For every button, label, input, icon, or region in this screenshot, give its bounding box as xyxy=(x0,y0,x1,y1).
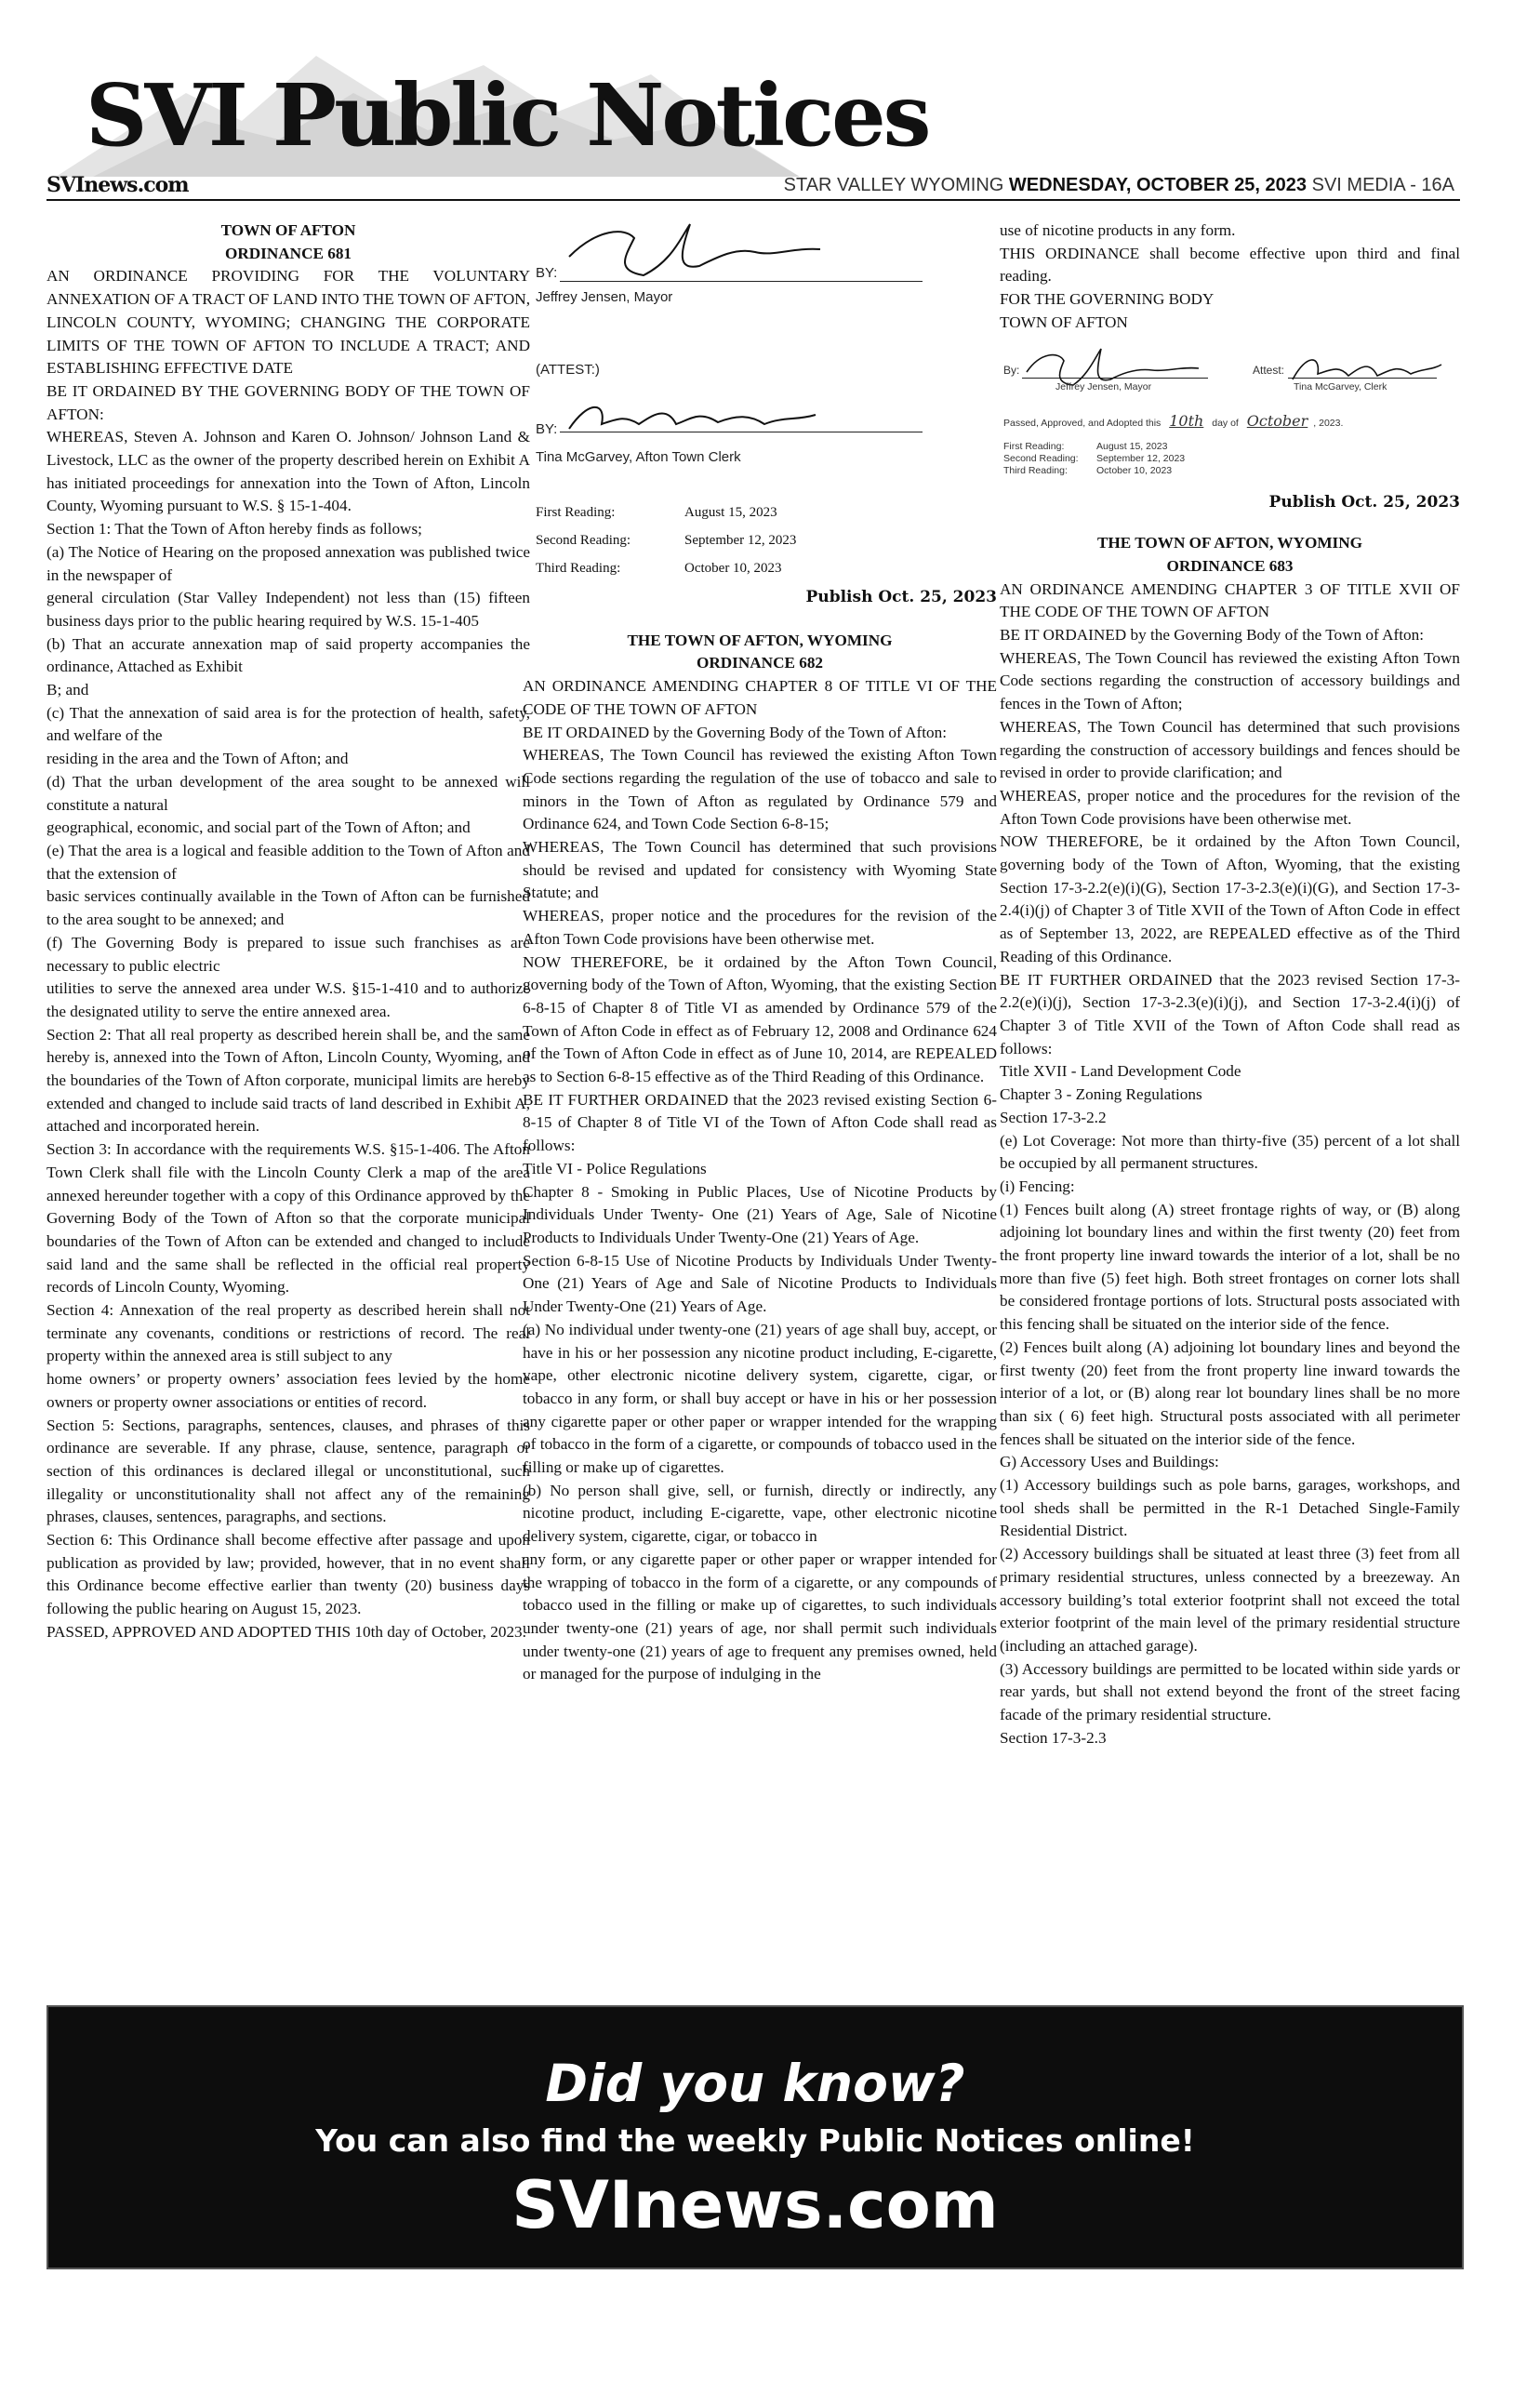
ord681-paragraph: utilities to serve the annexed area under W.S. §15-1-410 and to authorize the designated utility to serve the entire annexed area. xyxy=(46,979,530,1020)
ord682-paragraph: Title VI - Police Regulations xyxy=(523,1159,707,1177)
ord682-mayor-name: Jeffrey Jensen, Mayor xyxy=(1055,380,1152,392)
ord681-paragraph: AN ORDINANCE PROVIDING FOR THE VOLUNTARY ANNEXATION OF A TRACT OF LAND INTO THE TOWN OF AFTON, LINCOLN COUNTY, WYOMING; CHANGING THE CORPORATE LIMITS OF THE TOWN OF AFTON TO INCLUDE A TRACT; AND ESTABLISHING EFFECTIVE DATE xyxy=(46,267,530,378)
ord683-paragraph: (e) Lot Coverage: Not more than thirty-five (35) percent of a lot shall be occupied by all permanent structures. xyxy=(1000,1131,1460,1173)
ord682-paragraph: Section 6-8-15 Use of Nicotine Products by Individuals Under Twenty-One (21) Years of Age and Sale of Nicotine Products to Individuals Under Twenty-One (21) Years of Age. xyxy=(523,1251,997,1316)
column-1 xyxy=(46,219,530,1644)
ord682-readings xyxy=(1003,441,1185,477)
masthead-rule xyxy=(46,199,1460,201)
ord681-paragraph: Section 5: Sections, paragraphs, sentences, clauses, and phrases of this ordinance are severable. If any phrase, clause, sentence, paragraph or section of this ordinances is declared illegal or unconstitutional, such illegality or unconstitutionality shall not affect any of the remaining phrases, clauses, sentences, paragraphs, and sections. xyxy=(46,1416,530,1526)
ord681-paragraph: WHEREAS, Steven A. Johnson and Karen O. Johnson/ Johnson Land & Livestock, LLC as the owner of the property described herein on Exhibit A has initiated proceedings for annexation into the Town of Afton, Lincoln County, Wyoming pursuant to W.S. § 15-1-404. xyxy=(46,428,530,515)
ord682-continuation xyxy=(1000,219,1460,335)
ord682-heading-town: THE TOWN OF AFTON, WYOMING xyxy=(627,631,893,649)
reading-row: Third Reading: October 10, 2023 xyxy=(536,561,782,576)
ord682-paragraph: BE IT ORDAINED by the Governing Body of the Town of Afton: xyxy=(523,723,947,741)
ord681-paragraph: BE IT ORDAINED BY THE GOVERNING BODY OF THE TOWN OF AFTON: xyxy=(46,381,530,423)
reading-row: First Reading: August 15, 2023 xyxy=(536,505,777,520)
ord682-paragraph: any form, or any cigarette paper or other paper or wrapper intended for the wrapping of tobacco in the form of a cigarette, or any compounds of tobacco used in the filling or make up of cigarettes, to such individuals under twenty-one (21) years of age, nor shall permit such individuals under twenty-one (21) years of age to frequent any premises owned, held or managed for the purpose of indulging in the xyxy=(523,1550,997,1683)
ord681-paragraph: Section 6: This Ordinance shall become effective after passage and upon publication as provided by law; provided, however, that in no event shall this Ordinance become effective earlier than twenty (20) business days following the public hearing on August 15, 2023. xyxy=(46,1531,530,1618)
passed-day-handwritten: 10th xyxy=(1169,411,1204,430)
ord682-publish-date: Publish Oct. 25, 2023 xyxy=(1268,492,1460,512)
ord682-paragraph: WHEREAS, The Town Council has determined that such provisions should be revised and updated for consistency with Wyoming State Statute; and xyxy=(523,838,997,902)
banner-headline: Did you know? xyxy=(545,2054,965,2113)
clerk-signature-mark xyxy=(560,387,839,443)
ord683-paragraph: WHEREAS, The Town Council has determined that such provisions regarding the construction of accessory buildings and fences should be revised in order to provide clarification; and xyxy=(1000,717,1460,782)
ord682-signature-block xyxy=(1000,344,1460,484)
ord682-paragraph: AN ORDINANCE AMENDING CHAPTER 8 OF TITLE VI OF THE CODE OF THE TOWN OF AFTON xyxy=(523,677,997,718)
ord681-signature-block xyxy=(523,219,997,499)
column-2 xyxy=(523,219,997,1686)
ord683-paragraph: G) Accessory Uses and Buildings: xyxy=(1000,1453,1219,1471)
ord683-paragraph: WHEREAS, proper notice and the procedures for the revision of the Afton Town Code provisions have been otherwise met. xyxy=(1000,786,1460,828)
dateline-suffix: SVI MEDIA - 16A xyxy=(1311,175,1454,195)
ord681-heading-town: TOWN OF AFTON xyxy=(220,221,356,239)
ord682-by-label: By: xyxy=(1003,363,1020,377)
ord682-body xyxy=(523,675,997,1686)
masthead-site[interactable]: SVInews.com xyxy=(46,173,189,197)
ord683-paragraph: (3) Accessory buildings are permitted to be located within side yards or rear yards, but shall not extend beyond the front of the street facing facade of the primary residential structure. xyxy=(1000,1659,1460,1724)
ord681-body xyxy=(46,265,530,1643)
column-3 xyxy=(1000,219,1460,1749)
ord682-paragraph: (a) No individual under twenty-one (21) years of age shall buy, accept, or have in his or her possession any nicotine product including, E-cigarette, vape, other electronic nicotine delivery system, cigarette, cigar, or tobacco in any form, or shall buy accept or have in his or her possession any cigarette paper or other paper or wrapper intended for the wrapping of tobacco in the form of a cigarette, or compounds of tobacco used in the filling or make up of cigarettes. xyxy=(523,1320,997,1477)
ord683-heading-number: ORDINANCE 683 xyxy=(1166,556,1294,575)
ord681-paragraph: geographical, economic, and social part of the Town of Afton; and xyxy=(46,818,471,837)
ord681-paragraph: basic services continually available in the Town of Afton can be furnished to the area sought to be annexed; and xyxy=(46,887,530,929)
mayor-signature-mark xyxy=(560,219,876,285)
ord681-clerk-name: Tina McGarvey, Afton Town Clerk xyxy=(536,449,741,465)
masthead xyxy=(0,0,1540,200)
ord682-paragraph: WHEREAS, proper notice and the procedures for the revision of the Afton Town Code provisions have been otherwise met. xyxy=(523,907,997,948)
ord681-paragraph: (a) The Notice of Hearing on the proposed annexation was published twice in the newspaper of xyxy=(46,542,530,584)
ord681-paragraph: Section 4: Annexation of the real property as described herein shall not terminate any covenants, conditions or restrictions of record. The real property within the annexed area is still subject to any xyxy=(46,1301,530,1365)
reading-row: Third Reading: October 10, 2023 xyxy=(1003,464,1173,476)
ord683-paragraph: (i) Fencing: xyxy=(1000,1177,1075,1195)
ord683-body xyxy=(1000,579,1460,1750)
ord681-readings xyxy=(523,499,997,582)
ord681-paragraph: (b) That an accurate annexation map of said property accompanies the ordinance, Attached as Exhibit xyxy=(46,634,530,676)
ord681-paragraph: (e) That the area is a logical and feasible addition to the Town of Afton and that the extension of xyxy=(46,841,530,883)
ord681-attest-label: (ATTEST:) xyxy=(536,362,600,378)
ord683-paragraph: Section 17-3-2.2 xyxy=(1000,1108,1107,1126)
ord681-paragraph: Section 3: In accordance with the requirements W.S. §15-1-406. The Afton Town Clerk shall file with the Lincoln County Clerk a map of the area annexed hereunder together with a copy of this Ordinance approved by the Governing Body of the Town of Afton so that the corporate municipal boundaries of the Town of Afton can be extended and changed to include said land and the same shall be reflected in the official real property records of Lincoln County, Wyoming. xyxy=(46,1140,530,1297)
ord682-paragraph: Chapter 8 - Smoking in Public Places, Use of Nicotine Products by Individuals Under Twenty- One (21) Years of Age, Sale of Nicotine Products to Individuals Under Twenty-One (21) Years of Age. xyxy=(523,1182,997,1246)
ord683-paragraph: BE IT FURTHER ORDAINED that the 2023 revised Section 17-3-2.2(e)(i)(j), Section 17-3-2.3(e)(i)(j), and Section 17-3-2.4(i)(j) of Chapter 3 of Title XVII of the Town of Afton Code shall read as follows: xyxy=(1000,970,1460,1057)
ord683-paragraph: Title XVII - Land Development Code xyxy=(1000,1062,1241,1081)
ord681-paragraph: (c) That the annexation of said area is for the protection of health, safety, and welfare of the xyxy=(46,703,530,745)
dateline-date: WEDNESDAY, OCTOBER 25, 2023 xyxy=(1008,175,1308,195)
ord681-paragraph: (f) The Governing Body is prepared to issue such franchises as are necessary to public electric xyxy=(46,933,530,975)
ord682-clerk-name: Tina McGarvey, Clerk xyxy=(1294,380,1387,392)
ord682-attest-label: Attest: xyxy=(1253,363,1285,377)
ord682-paragraph: NOW THEREFORE, be it ordained by the Afton Town Council, governing body of the Town of Afton, Wyoming, that the existing Section 6-8-15 of Chapter 8 of Title VI as amended by Ordinance 579 of the Town of Afton Code in effect as of February 12, 2008 and Ordinance 624 of the Town of Afton Code in effect as of June 10, 2014, are REPEALED as to Section 6-8-15 effective as of the Third Reading of this Ordinance. xyxy=(523,952,997,1086)
ord683-paragraph: AN ORDINANCE AMENDING CHAPTER 3 OF TITLE XVII OF THE CODE OF THE TOWN OF AFTON xyxy=(1000,579,1460,621)
ord681-paragraph: B; and xyxy=(46,681,89,699)
ord681-publish-date: Publish Oct. 25, 2023 xyxy=(805,588,997,606)
ord681-paragraph: residing in the area and the Town of Afton; and xyxy=(46,750,349,768)
banner-website-link[interactable]: SVInews.com xyxy=(511,2167,999,2243)
ord683-paragraph: NOW THEREFORE, be it ordained by the Afton Town Council, governing body of the Town of Afton, Wyoming, that the existing Section 17-3-2.2(e)(i)(G), Section 17-3-2.3(e)(i)(G), and Section 17-3-2.4(i)(j) of Chapter 3 of Title XVII of the Town of Afton Code in effect as of September 13, 2022, are REPEALED effective as of the Third Reading of this Ordinance. xyxy=(1000,832,1460,965)
reading-row: Second Reading: September 12, 2023 xyxy=(1003,452,1186,464)
ord683-paragraph: (1) Accessory buildings such as pole barns, garages, workshops, and tool sheds shall be permitted in the R-1 Detached Single-Family Residential District. xyxy=(1000,1476,1460,1540)
ord683-paragraph: (2) Accessory buildings shall be situated at least three (3) feet from all primary residential structures, unless connected by a breezeway. An accessory building’s total exterior footprint shall not exceed the total exterior footprint of the main level of the primary residential structure (including an attached garage). xyxy=(1000,1545,1460,1655)
ord683-paragraph: Chapter 3 - Zoning Regulations xyxy=(1000,1085,1202,1104)
ord681-paragraph: (d) That the urban development of the area sought to be annexed will constitute a natural xyxy=(46,772,530,814)
ord682-paragraph: BE IT FURTHER ORDAINED that the 2023 revised existing Section 6-8-15 of Chapter 8 of Title VI of the Town of Afton Code shall read as follows: xyxy=(523,1090,997,1155)
passed-month-handwritten: October xyxy=(1246,411,1308,430)
ord682-continuation-line: THIS ORDINANCE shall become effective upon third and final reading. xyxy=(1000,244,1460,286)
ord681-by2-label: BY: xyxy=(536,421,558,437)
ord682-heading-number: ORDINANCE 682 xyxy=(696,654,824,672)
banner-subline: You can also find the weekly Public Notices online! xyxy=(315,2122,1195,2159)
ord681-paragraph: general circulation (Star Valley Independent) not less than (15) fifteen business days prior to the public hearing required by W.S. 15-1-405 xyxy=(46,589,530,630)
ord681-mayor-name: Jeffrey Jensen, Mayor xyxy=(536,289,673,305)
ord683-paragraph: BE IT ORDAINED by the Governing Body of the Town of Afton: xyxy=(1000,626,1424,645)
masthead-dateline xyxy=(784,175,1454,196)
ord682-paragraph: WHEREAS, The Town Council has reviewed the existing Afton Town Code sections regarding the regulation of the use of tobacco and sale to minors in the Town of Afton as regulated by Ordinance 579 and Ordinance 624, and Town Code Section 6-8-15; xyxy=(523,746,997,833)
ord683-paragraph: WHEREAS, The Town Council has reviewed the existing Afton Town Code sections regarding the construction of accessory buildings and fences in the Town of Afton; xyxy=(1000,648,1460,713)
ord681-paragraph: PASSED, APPROVED AND ADOPTED THIS 10th day of October, 2023. xyxy=(46,1622,526,1641)
masthead-title: SVI Public Notices xyxy=(86,65,929,166)
ord682-continuation-line: FOR THE GOVERNING BODY xyxy=(1000,290,1215,309)
ord681-paragraph: Section 2: That all real property as described herein shall be, and the same hereby is, annexed into the Town of Afton, Lincoln County, Wyoming, and the boundaries of the Town of Afton corporate, municipal limits are hereby extended and changed to include said tracts of land described in Exhibit A, attached and incorporated herein. xyxy=(46,1025,530,1136)
ord683-paragraph: (2) Fences built along (A) adjoining lot boundary lines and beyond the first twenty (20) feet from the front property line inward towards the interior of a lot, or (B) along rear lot boundary lines shall be no more than six ( 6) feet high. Structural posts associated with all perimeter fences shall be situated on the interior side of the fence. xyxy=(1000,1337,1460,1448)
dateline-prefix: STAR VALLEY WYOMING xyxy=(783,175,1004,195)
reading-row: First Reading: August 15, 2023 xyxy=(1003,440,1168,452)
ord683-paragraph: (1) Fences built along (A) street frontage rights of way, or (B) along adjoining lot boundary lines and within the first twenty (20) feet from the front property line inward towards the interior of a lot, shall be no more than five (5) feet high. Both street frontages on corner lots shall be considered frontage portions of lots. Structural posts associated with this fencing shall be situated on the interior side of the fence. xyxy=(1000,1200,1460,1334)
ord683-paragraph: Section 17-3-2.3 xyxy=(1000,1728,1107,1747)
ord682-passed-line: Passed, Approved, and Adopted this 10th day of October , 2023. xyxy=(1003,411,1344,430)
ord681-by-label: BY: xyxy=(536,265,558,281)
ord681-paragraph: Section 1: That the Town of Afton hereby finds as follows; xyxy=(46,520,422,539)
ord681-heading-number: ORDINANCE 681 xyxy=(224,244,352,262)
promo-banner[interactable] xyxy=(46,2005,1464,2269)
ord682-continuation-line: TOWN OF AFTON xyxy=(1000,313,1128,331)
ord682-paragraph: (b) No person shall give, sell, or furnish, directly or indirectly, any nicotine product, including E-cigarette, vape, other electronic nicotine delivery system, cigarette, cigar, or tobacco in xyxy=(523,1481,997,1546)
ord681-paragraph: home owners’ or property owners’ association fees levied by the home owners or property owner associations or entities of record. xyxy=(46,1370,530,1411)
ord682-continuation-line: use of nicotine products in any form. xyxy=(1000,221,1236,239)
reading-row: Second Reading: September 12, 2023 xyxy=(536,533,797,548)
ord683-heading-town: THE TOWN OF AFTON, WYOMING xyxy=(1096,534,1363,552)
